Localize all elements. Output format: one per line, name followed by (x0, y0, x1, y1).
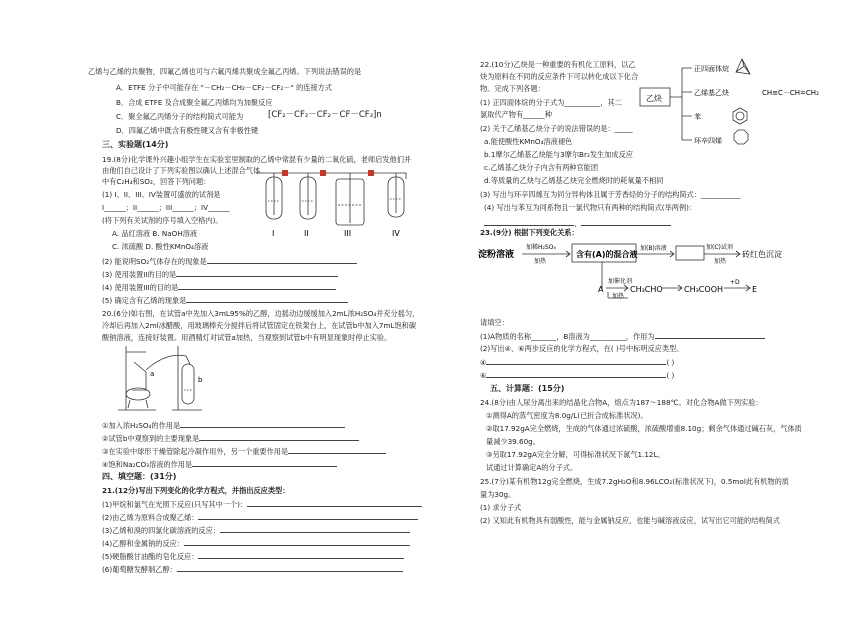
q21-item1-text: (1)甲烷和氯气在光照下反应(只写其中一个)： (102, 500, 248, 509)
q23-heading: 23.(9分) 根据下列变化关系： (480, 228, 579, 237)
q24-line4: 量减少39.60g。 (486, 437, 540, 446)
q23-q1 (480, 331, 765, 342)
q20-apparatus-diagram (106, 342, 216, 412)
apparatus-label-1: I (272, 229, 275, 237)
flask-a-label: a (150, 370, 155, 378)
q19-options-ab: A. 品红溶液 B. NaOH溶液 (112, 229, 198, 238)
q23-q1-text: (1)A物质的名称_______，B溶液为__________，作用为 (480, 332, 655, 341)
q22-line1: 22.(10分)乙炔是一种重要的有机化工原料，以乙 (480, 60, 636, 69)
flask-b-label: b (198, 376, 203, 384)
answer-blank[interactable] (178, 282, 336, 290)
q21-item3 (102, 525, 410, 536)
q19-q3-text: (3) 使用装置II的目的是 (102, 270, 177, 279)
a-arrow-condition-bottom: 加热 (612, 293, 625, 300)
q23-eq6 (480, 370, 674, 381)
q22-q4-blanks: 、 (484, 218, 671, 229)
answer-blank[interactable] (192, 459, 337, 467)
q19-options-cd: C. 浓硫酸 D. 酸性KMnO₄溶液 (112, 242, 209, 251)
answer-blank[interactable] (199, 433, 359, 441)
q19-q5 (102, 295, 348, 306)
q22-opt-d: d.等质量的乙炔与乙烯基乙炔完全燃烧时的耗氧量不相同 (484, 176, 664, 185)
product-1: 正四面体烷 (694, 65, 729, 73)
q22-q3: (3) 写出与环辛四烯互为同分异构体且属于芳香烃的分子的结构简式：___________ (480, 190, 741, 199)
apparatus-label-3: III (344, 229, 352, 237)
q21-item4 (102, 538, 410, 549)
q24-line2: ①测得A的蒸气密度为8.0g/L(已折合成标准状况)。 (486, 411, 648, 420)
q20-sub1 (102, 420, 345, 431)
q20-sub2 (102, 433, 359, 444)
step3-condition-bottom: 加热 (714, 258, 727, 265)
q21-item6 (102, 564, 403, 575)
q23-eq6-label: ⑥ (480, 371, 487, 380)
q18-option-b: B．合成 ETFE 及合成聚全氟乙丙烯均为加聚反应 (116, 98, 273, 107)
section-4-heading: 四、填空题：(31分) (102, 472, 177, 481)
q23-eq4 (480, 357, 674, 368)
q21-item2-text: (2)由乙烯为原料合成聚乙烯： (102, 513, 199, 522)
q22-opt-c: c.乙烯基乙炔分子内含有两种官能团 (484, 163, 599, 172)
reaction-type-paren: ( ) (666, 358, 675, 367)
scheme-end: 砖红色沉淀 (742, 250, 782, 259)
q25-line1: 25.(7分)某有机物12g完全燃烧，生成7.2gH₂O和8.96LCO₂(标准状况下)，0.5mol此有机物的质 (480, 477, 789, 486)
q18-option-d: D．四氟乙烯中既含有极性键又含有非极性键 (116, 126, 259, 135)
answer-blank[interactable] (177, 564, 403, 572)
cyclooctatetraene-structure (734, 130, 748, 144)
q21-item4-text: (4)乙醇和金属钠的反应： (102, 539, 185, 548)
q22-line2: 炔为原料在不同的反应条件下可以转化成以下化合 (480, 72, 639, 81)
acetylene-label: 乙炔 (646, 94, 662, 103)
q22-line3: 物。完成下列各题： (480, 84, 545, 93)
q19-q4 (102, 282, 336, 293)
q22-q1b: 氯取代产物有______种 (480, 110, 552, 119)
q20-sub3-text: ③在实验中球形干燥管除起冷凝作用外，另一个重要作用是 (102, 447, 289, 456)
answer-blank[interactable] (581, 218, 671, 226)
q19-apparatus-diagram (256, 165, 426, 237)
q21-item5-text: (5)硬脂酸甘油酯的皂化反应： (102, 552, 199, 561)
answer-blank[interactable] (198, 551, 404, 559)
benzene-structure (733, 108, 747, 124)
q25-sub1: (1) 求分子式 (480, 503, 522, 512)
q22-q1a: (1) 正四面体烷的分子式为__________，其二 (480, 98, 622, 107)
q22-q4: (4) 写出与苯互为同系物且一氯代物只有两种的结构简式(举两例)： (484, 203, 697, 212)
q19-q2-text: (2) 能说明SO₂气体存在的现象是 (102, 257, 207, 266)
acetylene-diagram (638, 56, 858, 152)
apparatus-label-4: IV (392, 229, 400, 237)
q20-line2: 冷却后再加入2ml冰醋酸，用玻璃棒充分搅拌后将试管固定在铁架台上，在试管b中加入7mL饱和碳 (102, 321, 417, 330)
q21-item1 (102, 499, 422, 510)
q20-sub4 (102, 459, 337, 470)
answer-blank[interactable] (288, 446, 386, 454)
q18-option-a: A．ETFE 分子中可能存在 "－CH₂－CH₂－CF₂－CF₂－" 的连接方式 (116, 83, 333, 92)
scheme-mid: 含有(A)的混合液 (576, 250, 638, 259)
chain-2: CH₃COOH (684, 285, 724, 294)
q20-sub4-text: ④饱和Na₂CO₃溶液的作用是 (102, 460, 193, 469)
q22-q2: (2) 关于乙烯基乙炔分子的说法错误的是：_____ (480, 124, 633, 133)
answer-blank[interactable] (655, 331, 765, 339)
q19-line4: (1) I、II、III、IV装置可盛放的试剂是 (102, 190, 221, 199)
q19-line6: (将下列有关试剂的序号填入空格内)。 (102, 216, 223, 225)
q19-line3: 中有C₂H₄和SO₂，回答下列问题： (102, 177, 211, 186)
answer-blank[interactable] (207, 256, 357, 264)
q21-item6-text: (6)葡萄糖发酵制乙醇： (102, 565, 177, 574)
plus-d: +D (730, 279, 740, 286)
q24-line5: ③另取17.92gA完全分解，可得标准状况下氮气1.12L。 (486, 450, 665, 459)
q22-opt-a: a.能使酸性KMnO₄溶液褪色 (484, 137, 573, 146)
q19-q4-text: (4) 使用装置III的目的是 (102, 283, 179, 292)
q18-intro: 乙烯与乙烯的共聚物，四氟乙烯也可与六氟丙烯共聚成全氟乙丙烯。下列说法错误的是 (88, 67, 362, 76)
section-3-heading: 三、实验题(14分) (102, 140, 169, 149)
step1-condition-bottom: 加热 (534, 258, 547, 265)
tetrahedrane-structure (736, 59, 750, 74)
product-2: 乙烯基乙炔 (694, 89, 729, 97)
q23-reaction-scheme (478, 238, 808, 300)
q18-option-c: C．聚全氟乙丙烯分子的结构简式可能为 (116, 112, 244, 121)
reaction-type-paren: ( ) (666, 371, 675, 380)
answer-blank[interactable] (486, 357, 666, 365)
section-5-heading: 五、计算题：(15分) (490, 384, 565, 393)
q24-line1: 24.(8分)由人尿分离出来的结晶化合物A，熔点为187～188℃。对化合物A做下列实验： (480, 398, 763, 407)
q19-line1: 19.(8分)化学课外兴趣小组学生在实验室里制取的乙烯中常混有少量的二氧化硫，老师启发他们并 (102, 155, 412, 164)
answer-blank[interactable] (198, 512, 418, 520)
q24-line3: ②取17.92gA完全燃烧，生成的气体通过浓硫酸，浓硫酸增重8.10g；剩余气体通过碱石灰，气体质 (486, 424, 802, 433)
product-3: 苯 (694, 113, 701, 121)
answer-blank[interactable] (184, 538, 410, 546)
q20-sub2-text: ②试管b中观察到的主要现象是 (102, 434, 200, 443)
q25-line2: 量为30g。 (480, 490, 516, 499)
step1-condition-top: 加稀H₂SO₄ (526, 244, 556, 251)
scheme-e: E (752, 285, 758, 294)
answer-blank[interactable] (486, 370, 666, 378)
q21-heading: 21.(12分)写出下列变化的化学方程式，并指出反应类型： (102, 486, 290, 495)
q20-line1: 20.(6分)如右图，在试管a中先加入3mL95%的乙醇，边摇动边缓缓加入2mL浓H₂SO₄并充分摇匀， (102, 309, 420, 318)
a-arrow-condition-top: 加催化剂 (608, 278, 633, 285)
product-4: 环辛四烯 (694, 137, 722, 145)
answer-blank[interactable] (247, 499, 422, 507)
answer-blank[interactable] (220, 525, 410, 533)
q21-item3-text: (3)乙烯和溴的四氯化碳溶液的反应： (102, 526, 220, 535)
q19-q3 (102, 269, 338, 280)
scheme-start: 淀粉溶液 (478, 250, 515, 260)
q20-sub1-text: ①加入浓H₂SO₄的作用是 (102, 421, 181, 430)
vinylacetylene-formula: CH≡C－CH=CH₂ (762, 89, 819, 97)
q20-line3: 酸钠溶液，连接好装置。用酒精灯对试管a加热，当观察到试管b中有明显现象时停止实验。 (102, 333, 392, 342)
chain-1: CH₃CHO (630, 285, 663, 294)
answer-blank[interactable] (180, 420, 345, 428)
q25-sub2: (2) 又知此有机物具有弱酸性，能与金属钠反应，也能与碱溶液反应，试写出它可能的结构简式 (480, 516, 780, 525)
answer-blank[interactable] (176, 269, 338, 277)
q19-q2 (102, 256, 357, 267)
q19-q5-text: (5) 确定含有乙烯的现象是 (102, 296, 187, 305)
q23-q2: (2)写出④、⑥两步反应的化学方程式，在( )号中标明反应类型。 (480, 344, 684, 353)
q18-option-c-formula: ⁅CF₂－CF₂－CF₂－CF－CF₃⁆n (268, 110, 382, 120)
q23-eq4-label: ④ (480, 358, 487, 367)
q24-line6: 试通过计算确定A的分子式。 (486, 463, 578, 472)
step3-condition-top: 加(C)试剂 (706, 244, 733, 251)
q23-prompt: 请填空： (480, 318, 509, 327)
step2-condition: 加(B)溶液 (640, 245, 667, 252)
q21-item2 (102, 512, 418, 523)
q19-line2: 由他们自己设计了下列实验图以确认上述混合气体 (102, 166, 261, 175)
apparatus-label-2: II (304, 229, 309, 237)
q19-line5: I______；II______；III______；IV______ (102, 203, 230, 212)
q22-opt-b: b.1摩尔乙烯基乙炔能与3摩尔Br₂发生加成反应 (484, 150, 633, 159)
q21-item5 (102, 551, 404, 562)
scheme-a: A (598, 285, 604, 294)
q20-sub3 (102, 446, 386, 457)
answer-blank[interactable] (186, 295, 348, 303)
answer-blank[interactable] (484, 218, 574, 226)
